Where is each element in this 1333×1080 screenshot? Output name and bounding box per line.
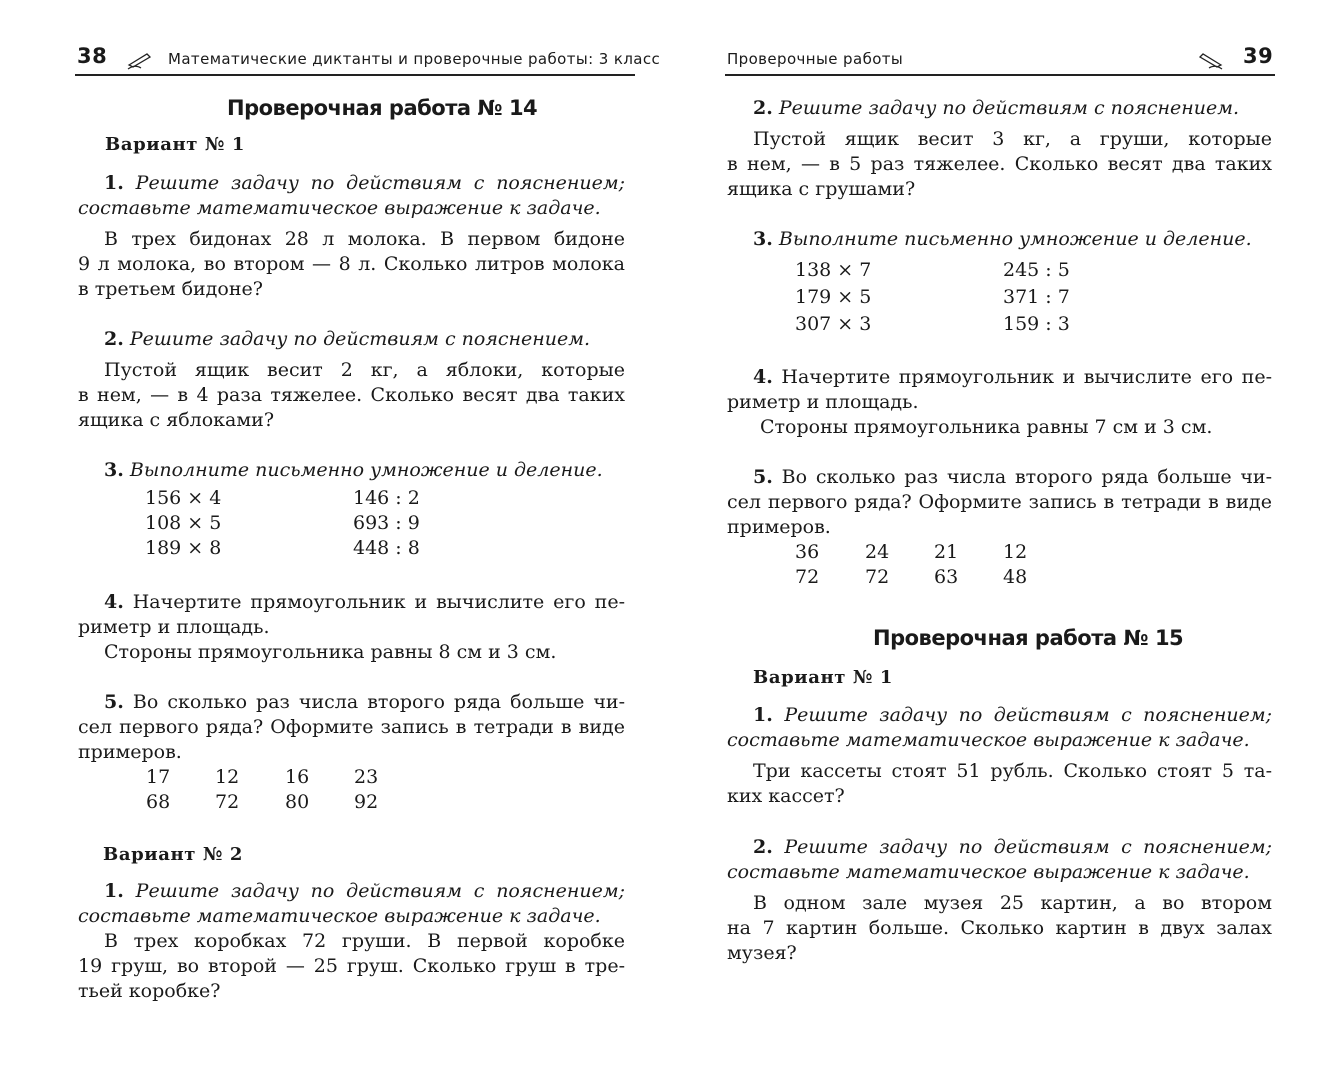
variant-heading: Вариант № 2 (103, 844, 244, 865)
work-15-task-2: 2. Решите задачу по действиям с пояснением; составьте математическое выражение к задаче. В одном зале музея 25 картин, а во втором на 7 картин больше. Сколько картин в двух залах музея? (727, 836, 1272, 964)
division-example: 693 : 9 (353, 512, 420, 534)
division-example: 371 : 7 (1003, 286, 1070, 308)
task-2: 2. Решите задачу по действиям с пояснением. Пустой ящик весит 3 кг, а груши, которые в нем, — в 5 раз тяжелее. Сколько весят два таких ящика с грушами? (727, 97, 1272, 200)
page-number: 38 (77, 44, 108, 68)
division-example: 245 : 5 (1003, 259, 1070, 281)
work-15-task-1: 1. Решите задачу по действиям с пояснением; составьте математическое выражение к задаче. Три кассеты стоят 51 рубль. Сколько стоят 5 та- ких кассет? (727, 704, 1272, 807)
number-cell: 63 (934, 566, 959, 588)
multiplication-example: 307 × 3 (795, 313, 872, 335)
task-1: 1. Решите задачу по действиям с пояснением; составьте математическое выражение к задаче. В трех бидонах 28 л молока. В первом бидоне 9 л молока, во втором — 8 л. Сколько литров молока в третьем бидоне? (78, 172, 626, 300)
page-header (725, 40, 1275, 76)
page-header (75, 40, 661, 76)
division-example: 448 : 8 (353, 537, 420, 559)
book-title: Математические диктанты и проверочные работы: 3 класс (168, 50, 661, 68)
number-cell: 12 (1003, 541, 1028, 563)
multiplication-example: 156 × 4 (145, 487, 222, 509)
number-cell: 72 (215, 791, 240, 813)
task-5: 5. Во сколько раз числа второго ряда больше чи- сел первого ряда? Оформите запись в тетради в виде примеров. (727, 466, 1273, 538)
multiplication-example: 138 × 7 (795, 259, 872, 281)
number-cell: 48 (1003, 566, 1028, 588)
number-cell: 21 (934, 541, 959, 563)
variant-heading: Вариант № 1 (753, 667, 894, 688)
number-cell: 72 (865, 566, 890, 588)
task-3: 3. Выполните письменно умножение и деление. (104, 459, 603, 481)
work-title: Проверочная работа № 14 (227, 96, 538, 120)
task-2: 2. Решите задачу по действиям с пояснением. Пустой ящик весит 2 кг, а яблоки, которые в нем, — в 4 раза тяжелее. Сколько весят два таких ящика с яблоками? (78, 328, 625, 431)
number-cell: 68 (146, 791, 171, 813)
task-3: 3. Выполните письменно умножение и деление. (753, 228, 1252, 250)
division-example: 146 : 2 (353, 487, 420, 509)
number-cell: 24 (865, 541, 890, 563)
number-cell: 12 (215, 766, 240, 788)
pencil-icon (1197, 50, 1223, 70)
number-cell: 80 (285, 791, 310, 813)
division-example: 159 : 3 (1003, 313, 1070, 335)
number-cell: 92 (354, 791, 379, 813)
task-5: 5. Во сколько раз числа второго ряда больше чи- сел первого ряда? Оформите запись в тетради в виде примеров. (78, 691, 626, 763)
pencil-icon (127, 50, 153, 70)
work-title: Проверочная работа № 15 (873, 626, 1184, 650)
task-4: 4. Начертите прямоугольник и вычислите его пе- риметр и площадь. Стороны прямоугольника равны 7 см и 3 см. (727, 366, 1272, 438)
right-page (725, 0, 1275, 1080)
number-cell: 72 (795, 566, 820, 588)
task-4: 4. Начертите прямоугольник и вычислите его пе- риметр и площадь. Стороны прямоугольника равны 8 см и 3 см. (78, 591, 625, 663)
number-cell: 36 (795, 541, 820, 563)
number-cell: 17 (146, 766, 171, 788)
left-page (75, 0, 661, 1080)
number-cell: 23 (354, 766, 379, 788)
number-cell: 16 (285, 766, 310, 788)
variant-2-task-1: 1. Решите задачу по действиям с пояснением; составьте математическое выражение к задаче. В трех коробках 72 груши. В первой коробке 19 груш, во второй — 25 груш. Сколько груш в тре- тьей коробке? (78, 880, 626, 1002)
variant-heading: Вариант № 1 (105, 134, 246, 155)
section-title: Проверочные работы (727, 50, 904, 68)
multiplication-example: 179 × 5 (795, 286, 872, 308)
multiplication-example: 108 × 5 (145, 512, 222, 534)
multiplication-example: 189 × 8 (145, 537, 222, 559)
page-number: 39 (1243, 44, 1274, 68)
